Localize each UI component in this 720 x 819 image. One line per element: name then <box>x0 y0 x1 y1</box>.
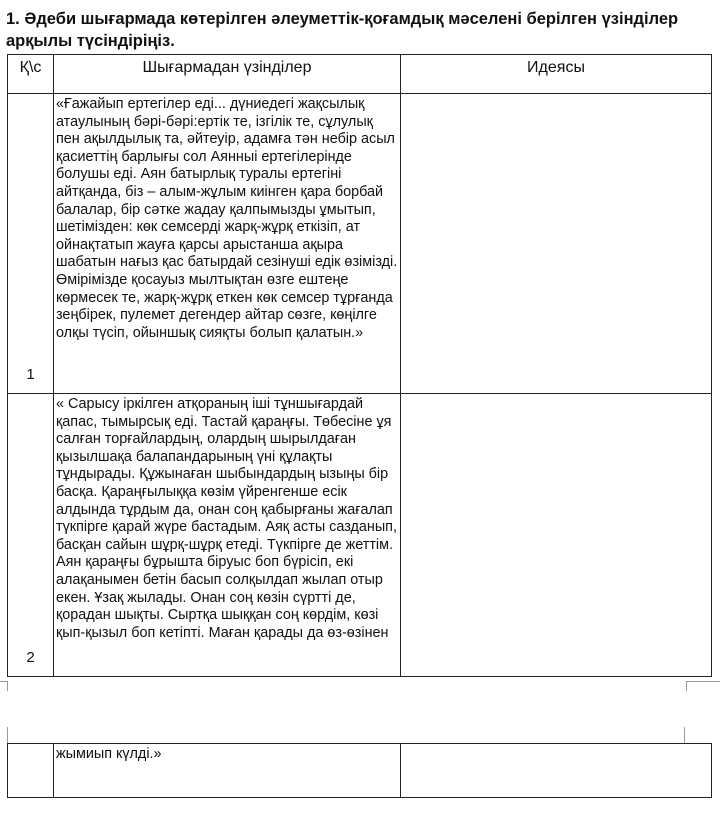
excerpt-table <box>7 54 712 677</box>
table-header-row <box>8 55 712 94</box>
excerpt-continuation: жымиып күлді.» <box>54 744 401 798</box>
excerpt-text: «Ғажайып ертегілер еді... дүниедегі жақсылық атаулының бәрі-бәрі:ертік те, ізгілік те, сұлулық пен ақылдылық та, әйтеуір, адамға тән небір асыл қасиеттің барлығы сол Аянныі ертегілерінде болушы еді. Аян батырлық туралы ертегіні айтқанда, біз – алым-жұлым киінген қара борбай балалар, бір сәтке жадау қалпымызды ұмытып, шетімізден: көк семсерді жарқ-жұрқ еткізіп, ат ойнақтатып жауға қарсы арыстанша ақыра шабатын нағыз қас батырдай сезінуші едік өзімізді. Өмірімізде қосауыз мылтықтан өзге ештеңе көрмесек те, жарқ-жұрқ еткен көк семсер тұрғанда зеңбірек, пулемет дегендер айтар сөзге, көңілге олқы түсіп, ойыншық сияқты болып қалатын.» <box>54 94 401 394</box>
idea-cell[interactable] <box>401 744 712 798</box>
header-number: Қ\с <box>8 55 54 94</box>
row-number: 1 <box>8 94 54 394</box>
idea-cell[interactable] <box>401 394 712 677</box>
header-excerpts: Шығармадан үзінділер <box>54 55 401 94</box>
excerpt-text: « Сарысу іркілген атқораның іші тұншығардай қапас, тымырсық еді. Тастай қараңғы. Төбесіне ұя салған торғайлардың, олардың шырылдаған қызылшақа балапандарының үні құлақты тұндырады. Құжынаған шыбындардың ызыңы бір басқа. Қараңғылыққа көзім үйренгенше есік алдында тұрдым да, онан соң қабырғаны жағалап түкпірге қарай жүре бастадым. Аяқ асты сазданып, басқан сайын шұрқ-шұрқ етеді. Түкпірге де жеттім. Аян қараңғы бұрышта біруыс боп бүрісіп, екі алақанымен бетін басып солқылдап жылап отыр екен. Ұзақ жылады. Онан соң көзін сүртті де, қорадан шықты. Сыртқа шыққан соң көрдім, көзі қып-қызыл боп кетіпті. Маған қарады да өз-өзінен <box>54 394 401 677</box>
page-break-tick <box>684 727 685 743</box>
page-break-tick <box>7 727 8 743</box>
table-row <box>8 394 712 677</box>
table-row <box>8 94 712 394</box>
row-number-empty <box>8 744 54 798</box>
idea-cell[interactable] <box>401 94 712 394</box>
header-idea: Идеясы <box>401 55 712 94</box>
page-break-marker <box>0 681 720 695</box>
row-number: 2 <box>8 394 54 677</box>
table-row <box>8 744 712 798</box>
task-heading: 1. Әдеби шығармада көтерілген әлеуметтік-қоғамдық мәселені берілген үзінділер арқылы түсіндіріңіз. <box>6 10 679 50</box>
excerpt-table-continuation <box>7 743 712 798</box>
